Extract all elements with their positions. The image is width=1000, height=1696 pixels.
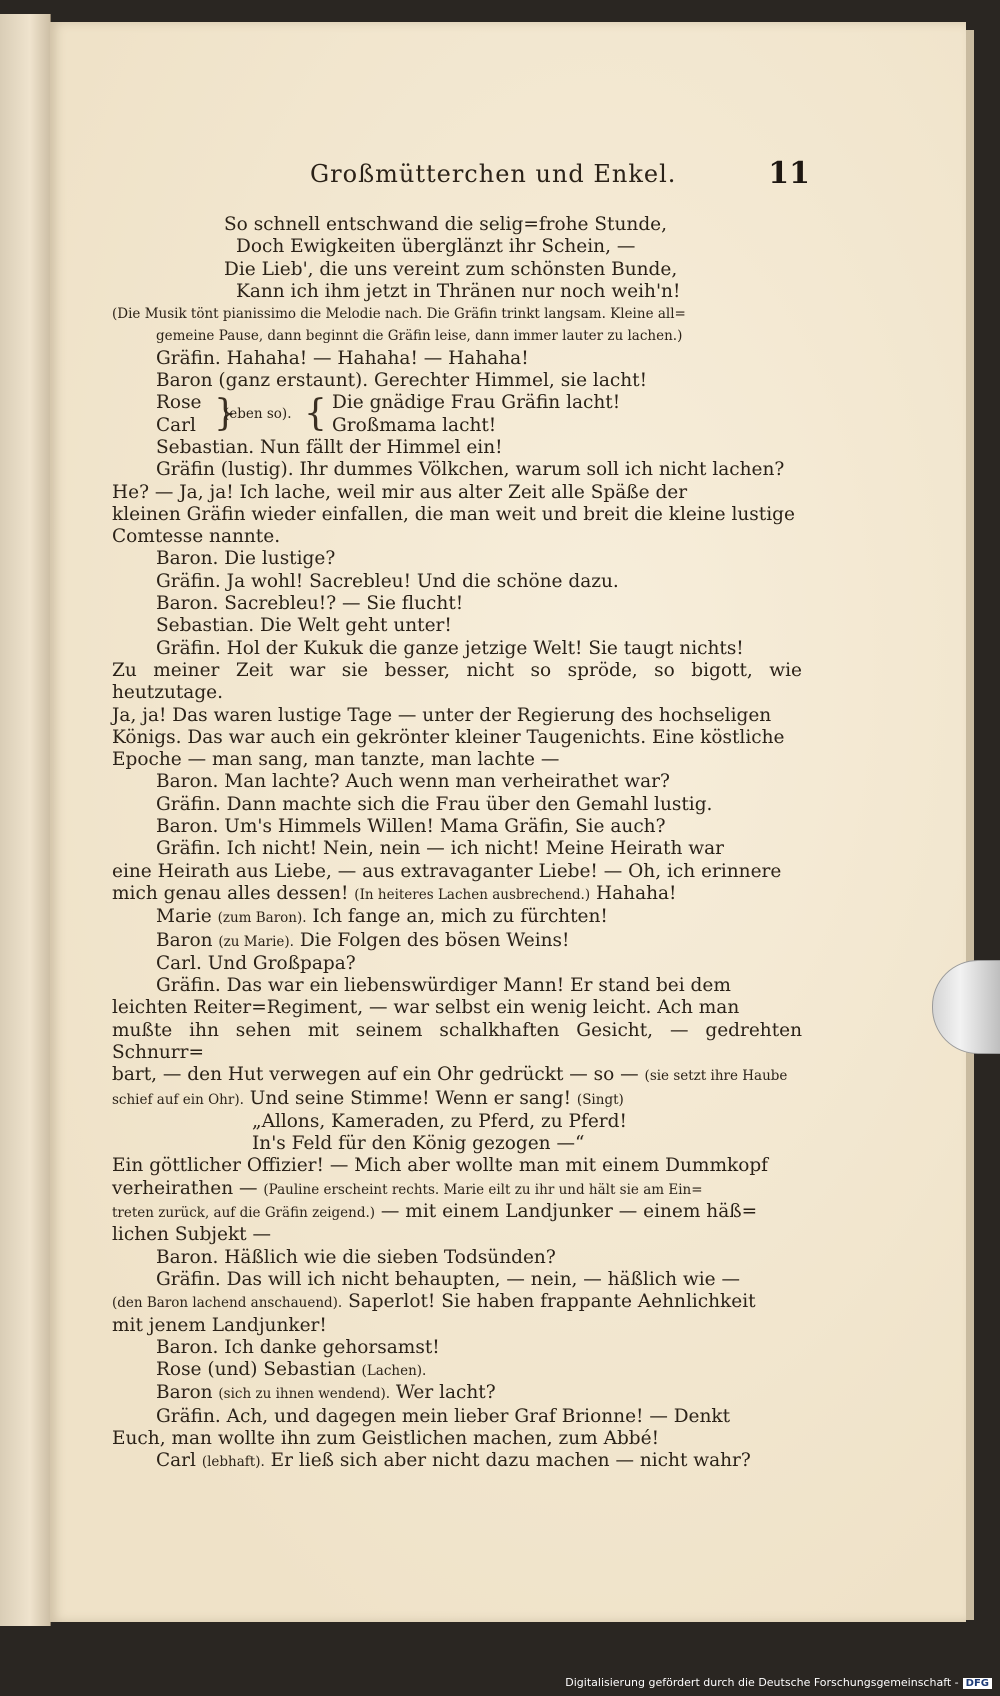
dialogue-line: Gräfin. Hol der Kukuk die ganze jetzige Welt! Sie taugt nichts! (156, 637, 744, 659)
speaker-carl: Carl (156, 414, 196, 436)
dialogue-line (112, 906, 802, 929)
brace-right-icon: { (304, 393, 327, 435)
page-number: 11 (768, 156, 810, 191)
stage-direction: (den Baron lachend anschauend). (112, 1295, 343, 1312)
dialogue-line: Gräfin. Ach, und dagegen mein lieber Graf Brionne! — Denkt (156, 1405, 731, 1427)
verse-line: Die Lieb', die uns vereint zum schönsten Bunde, (224, 258, 678, 280)
dialogue-line: Gräfin. Ja wohl! Sacrebleu! Und die schöne dazu. (156, 570, 619, 592)
page-edge (966, 30, 974, 1620)
dialogue-line: kleinen Gräfin wieder einfallen, die man weit und breit die kleine lustige (112, 503, 795, 525)
dialogue-line (112, 1450, 802, 1473)
dialogue-line (112, 1178, 802, 1201)
stage-direction: (In heiteres Lachen ausbrechend.) (354, 886, 591, 903)
dialogue-line: Königs. Das war auch ein gekrönter kleiner Taugenichts. Eine köstliche (112, 726, 785, 748)
dialogue-line (112, 1088, 802, 1111)
speaker: Rose (und) Sebastian (156, 1359, 362, 1381)
dialogue-line (112, 1291, 802, 1314)
verse-line: Kann ich ihm jetzt in Thränen nur noch weih'n! (236, 280, 681, 302)
dialogue-line: Baron. Um's Himmels Willen! Mama Gräfin, Sie auch? (156, 816, 666, 838)
text-run: Ich fange an, mich zu fürchten! (306, 906, 608, 928)
stage-direction: (Die Musik tönt pianissimo die Melodie nach. Die Gräfin trinkt langsam. Kleine all= (112, 306, 686, 323)
text-run: Saperlot! Sie haben frappante Aehnlichkeit (342, 1291, 756, 1313)
song-line: „Allons, Kameraden, zu Pferd, zu Pferd! (252, 1110, 627, 1132)
verse-line: So schnell entschwand die selig=frohe Stunde, (224, 214, 667, 235)
stage-direction: (eben so). (224, 406, 292, 423)
running-title: Großmütterchen und Enkel. (310, 160, 677, 188)
dialogue-line: Großmama lacht! (332, 414, 497, 436)
dialogue-line: Ja, ja! Das waren lustige Tage — unter der Regierung des hochseligen (112, 704, 772, 726)
dialogue-line: Baron. Sacrebleu!? — Sie flucht! (156, 593, 464, 615)
dialogue-line: Gräfin. Das war ein liebenswürdiger Mann! Er stand bei dem (156, 975, 731, 997)
dialogue-line: Euch, man wollte ihn zum Geistlichen machen, zum Abbé! (112, 1428, 660, 1450)
dialogue-line: Baron. Häßlich wie die sieben Todsünden? (156, 1246, 556, 1268)
credit-text: Digitalisierung gefördert durch die Deutsche Forschungsgemeinschaft - (565, 1676, 959, 1689)
dialogue-line (112, 1201, 802, 1224)
dialogue-line: Die gnädige Frau Gräfin lacht! (332, 392, 621, 414)
speaker: Baron (156, 1382, 219, 1404)
stage-direction: (zu Marie). (218, 933, 294, 950)
dialogue-line: Baron. Die lustige? (156, 548, 336, 570)
stage-direction: (Lachen). (361, 1363, 427, 1380)
speaker: Carl (156, 1450, 202, 1472)
page-header (150, 156, 810, 200)
dialogue-line: lichen Subjekt — (112, 1224, 271, 1246)
stage-direction: (lebhaft). (201, 1454, 265, 1471)
dialogue-line: mußte ihn sehen mit seinem schalkhaften Gesicht, — gedrehten Schnurr= (112, 1019, 802, 1063)
dialogue-line (112, 1359, 802, 1382)
text-run: Die Folgen des bösen Weins! (293, 929, 570, 951)
dialogue-line: Zu meiner Zeit war sie besser, nicht so spröde, so bigott, wie heutzutage. (112, 659, 802, 704)
dialogue-line: Gräfin. Das will ich nicht behaupten, — nein, — häßlich wie — (156, 1268, 741, 1290)
dialogue-line: Gräfin. Dann machte sich die Frau über den Gemahl lustig. (156, 793, 713, 815)
brace-lines (332, 392, 620, 437)
text-run: Hahaha! (590, 882, 677, 904)
dialogue-line: He? — Ja, ja! Ich lache, weil mir aus alter Zeit alle Späße der (112, 481, 688, 503)
stage-direction: (Singt) (576, 1091, 624, 1108)
text-run: Er ließ sich aber nicht dazu machen — nicht wahr? (264, 1450, 751, 1472)
body-text (112, 214, 802, 1474)
stage-direction: gemeine Pause, dann beginnt die Gräfin leise, dann immer lauter zu lachen.) (156, 328, 683, 345)
dialogue-line: Baron (ganz erstaunt). Gerechter Himmel, sie lacht! (156, 370, 648, 392)
text-run: mich genau alles dessen! (112, 882, 355, 904)
speaker: Marie (156, 906, 218, 928)
dialogue-line (112, 930, 802, 953)
dialogue-line: Baron. Ich danke gehorsamst! (156, 1336, 440, 1358)
dialogue-line: Epoche — man sang, man tanzte, man lachte — (112, 749, 560, 771)
dialogue-line: Sebastian. Die Welt geht unter! (156, 615, 452, 637)
dialogue-line: Carl. Und Großpapa? (156, 952, 356, 974)
verse-line: Doch Ewigkeiten überglänzt ihr Schein, — (236, 236, 636, 258)
dialogue-line: Gräfin. Ich nicht! Nein, nein — ich nicht! Meine Heirath war (156, 838, 724, 860)
stage-direction: schief auf ein Ohr). (112, 1091, 244, 1108)
text-run: bart, — den Hut verwegen auf ein Ohr gedrückt — so — (112, 1064, 645, 1086)
stage-direction: (sie setzt ihre Haube (644, 1068, 788, 1085)
dialogue-line: Comtesse nannte. (112, 526, 281, 548)
dialogue-line: mit jenem Landjunker! (112, 1314, 327, 1336)
dialogue-line (112, 1064, 802, 1087)
footer-credit (565, 1676, 992, 1689)
dfg-logo-icon: DFG (963, 1678, 992, 1689)
dialogue-line: leichten Reiter=Regiment, — war selbst ein wenig leicht. Ach man (112, 997, 740, 1019)
dialogue-line: Gräfin. Hahaha! — Hahaha! — Hahaha! (156, 347, 529, 369)
dialogue-line: Gräfin (lustig). Ihr dummes Völkchen, warum soll ich nicht lachen? (156, 459, 785, 481)
speaker: Baron (156, 929, 219, 951)
dialogue-line (112, 1382, 802, 1405)
dialogue-line: Sebastian. Nun fällt der Himmel ein! (156, 436, 503, 458)
stage-direction: (zum Baron). (217, 910, 307, 927)
speaker-rose: Rose (156, 392, 202, 414)
text-run: Und seine Stimme! Wenn er sang! (243, 1087, 577, 1109)
dialogue-line: Ein göttlicher Offizier! — Mich aber wollte man mit einem Dummkopf (112, 1155, 769, 1177)
stage-direction: treten zurück, auf die Gräfin zeigend.) (112, 1205, 376, 1222)
stage-direction: (Pauline erscheint rechts. Marie eilt zu ihr und hält sie am Ein= (263, 1181, 703, 1198)
text-run: Wer lacht? (390, 1382, 496, 1404)
text-run: verheirathen — (112, 1177, 264, 1199)
speaker-names (156, 392, 202, 437)
dialogue-line (112, 883, 802, 906)
text-run: — mit einem Landjunker — einem häß= (375, 1201, 758, 1223)
dialogue-line: Baron. Man lachte? Auch wenn man verheirathet war? (156, 771, 670, 793)
brace-speakers (112, 392, 802, 437)
dialogue-line: eine Heirath aus Liebe, — aus extravaganter Liebe! — Oh, ich erinnere (112, 860, 782, 882)
song-line: In's Feld für den König gezogen —“ (252, 1133, 585, 1155)
brace-left-icon: } (214, 393, 237, 435)
book-left-edge (0, 14, 51, 1626)
stage-direction: (sich zu ihnen wendend). (218, 1386, 391, 1403)
